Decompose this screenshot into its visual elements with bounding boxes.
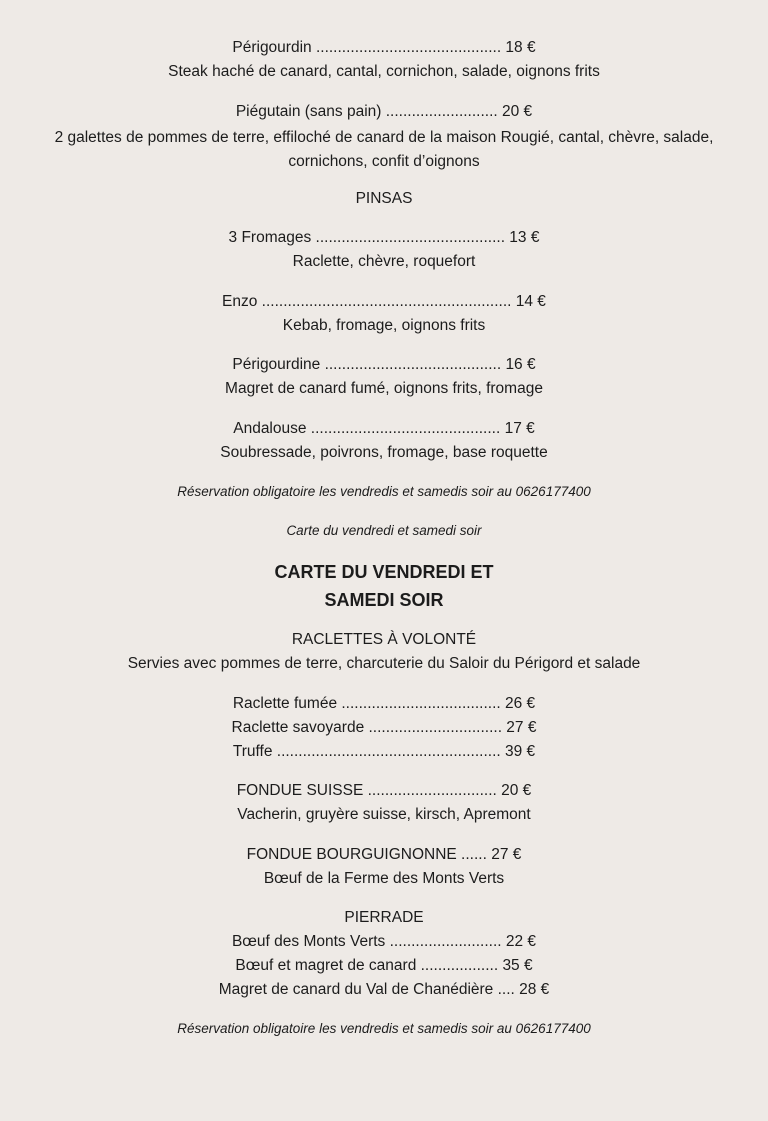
fondue-bourguignonne-description: Bœuf de la Ferme des Monts Verts	[263, 870, 505, 887]
raclettes-heading: RACLETTES À VOLONTÉ	[291, 631, 477, 648]
piegutain-description: 2 galettes de pommes de terre, effiloché de canard de la maison Rougié, cantal, chèvre, salade, cornichons, confit d’oignons	[54, 129, 714, 170]
pierrade-magret: Magret de canard du Val de Chanédière .... 28 €	[218, 981, 550, 998]
pierrade-boeuf-magret: Bœuf et magret de canard .................. 35 €	[235, 957, 533, 974]
andalouse-description: Soubressade, poivrons, fromage, base roquette	[220, 444, 548, 461]
raclette-fumee: Raclette fumée ..................................... 26 €	[232, 695, 536, 712]
raclette-savoyarde: Raclette savoyarde ............................... 27 €	[231, 719, 537, 736]
andalouse-title: Andalouse ............................................ 17 €	[233, 420, 535, 437]
fondue-suisse-description: Vacherin, gruyère suisse, kirsch, Apremont	[237, 806, 531, 823]
reservation-note: Réservation obligatoire les vendredis et samedis soir au 0626177400	[177, 484, 591, 499]
reservation-note-bottom: Réservation obligatoire les vendredis et samedis soir au 0626177400	[177, 1021, 591, 1036]
pinsas-heading: PINSAS	[355, 190, 413, 207]
truffe: Truffe .................................................... 39 €	[232, 743, 536, 760]
perigourdine-description: Magret de canard fumé, oignons frits, fromage	[225, 380, 543, 397]
pierrade-boeuf: Bœuf des Monts Verts .......................... 22 €	[231, 933, 537, 950]
piegutain-title: Piégutain (sans pain) .......................... 20 €	[235, 103, 533, 120]
enzo-title: Enzo .......................................................... 14 €	[222, 293, 546, 310]
carte-heading-line-2: SAMEDI SOIR	[324, 590, 444, 610]
raclettes-description: Servies avec pommes de terre, charcuterie du Saloir du Périgord et salade	[127, 655, 641, 672]
fondue-bourguignonne-title: FONDUE BOURGUIGNONNE ...... 27 €	[246, 846, 522, 863]
fondue-suisse-title: FONDUE SUISSE .............................. 20 €	[236, 782, 532, 799]
carte-heading-line-1: CARTE DU VENDREDI ET	[274, 562, 494, 582]
pierrade-heading: PIERRADE	[344, 909, 424, 926]
fromages-title: 3 Fromages ............................................ 13 €	[228, 229, 540, 246]
carte-note: Carte du vendredi et samedi soir	[286, 523, 482, 538]
perigourdin-title: Périgourdin ........................................... 18 €	[232, 39, 536, 56]
fromages-description: Raclette, chèvre, roquefort	[292, 253, 476, 270]
perigourdine-title: Périgourdine ......................................... 16 €	[232, 356, 536, 373]
enzo-description: Kebab, fromage, oignons frits	[282, 317, 486, 334]
perigourdin-description: Steak haché de canard, cantal, cornichon, salade, oignons frits	[168, 63, 600, 80]
